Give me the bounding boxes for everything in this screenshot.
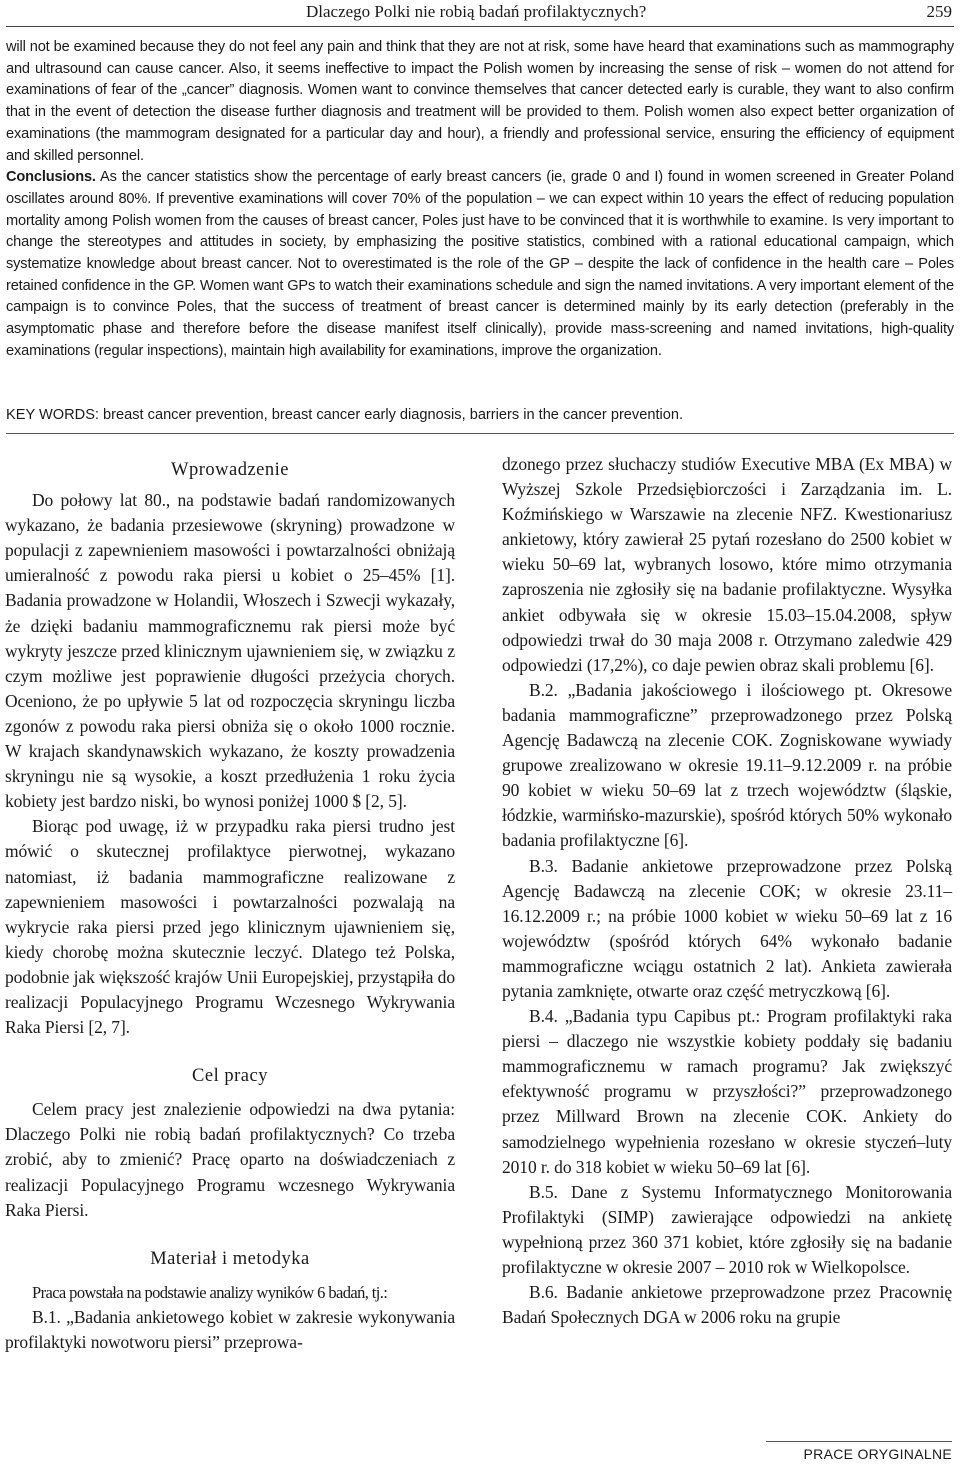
- abstract-text-part2: As the cancer statistics show the percentage of early breast cancers (ie, grade 0 and I) found in women screened in Greater Poland oscillates around 80%. If preventive examinations will cover 70% of the population – we can expect within 10 years the effect of reducing population mortality among Polish women from the causes of breast cancer, Poles just have to be convinced that it is worthwhile to examine. Is very important to change the stereotypes and attitudes in society, by emphasizing the positive statistics, combined with a rational educational campaign, which systematize knowledge about breast cancer. Not to overestimated is the role of the GP – despite the lack of confidence in the health care – Poles retained confidence in the GP. Women want GPs to watch their examinations schedule and sign the named invitations. A very important element of the campaign is to convince Poles, that the success of treatment of breast cancer is determined mainly by its early detection (preferably in the asymptomatic phase and therefore before the disease manifest itself clinically), provide mass-screening and named invitations, high-quality examinations (regular inspections), maintain high availability for examinations, improve the organization.: [6, 169, 954, 359]
- heading-introduction: Wprowadzenie: [171, 460, 289, 480]
- keywords: KEY WORDS: breast cancer prevention, breast cancer early diagnosis, barriers in the cancer prevention.: [6, 407, 684, 423]
- abstract: [6, 37, 954, 363]
- heading-aim: Cel pracy: [192, 1066, 268, 1087]
- page-number: 259: [926, 2, 952, 21]
- running-header: [6, 0, 954, 27]
- methods-b4: B.4. „Badania typu Capibus pt.: Program profilaktyki raka piersi – dlaczego nie wszystkie kobiety poddały się badaniu mammograficznemu w ramach programu? Jak zwiększyć efektywność programu w przyszłości?” przeprowadzonego przez Millward Brown na zlecenie COK. Ankiety do samodzielnego wypełnienia rozesłano w okresie styczeń–luty 2010 r. do 318 kobiet w wieku 50–69 lat [6].: [502, 1006, 952, 1177]
- aim-paragraph: Celem pracy jest znalezienie odpowiedzi na dwa pytania: Dlaczego Polki nie robią badań profilaktycznych? Co trzeba zrobić, aby to zmienić? Pracę oparto na doświadczeniach z realizacji Populacyjnego Programu wczesnego Wykrywania Raka Piersi.: [5, 1099, 455, 1220]
- footer-divider: [766, 1441, 952, 1442]
- right-column: [502, 452, 952, 1330]
- conclusions-label: Conclusions.: [6, 169, 96, 186]
- methods-paragraph: Praca powstała na podstawie analizy wyników 6 badań, tj.:: [32, 1282, 388, 1302]
- methods-b6: B.6. Badanie ankietowe przeprowadzone przez Pracownię Badań Społecznych DGA w 2006 roku na grupie: [502, 1282, 952, 1328]
- abstract-text-part1: will not be examined because they do not feel any pain and think that they are not at risk, some have heard that examinations such as mammography and ultrasound can cause cancer. Also, it seems ineffective to impact the Polish women by increasing the sense of risk – women do not attend for examinations of fear of the „cancer” diagnosis. Women want to convince themselves that cancer detected early is curable, they want to also confirm that in the event of detection the disease further diagnosis and treatment will be provided to them. Polish women also expect better organization of examinations (the mammogram designated for a particular day and hour), a friendly and professional service, ensuring the efficiency of equipment and skilled personnel.: [6, 39, 954, 164]
- section-label: PRACE ORYGINALNE: [803, 1446, 952, 1462]
- intro-paragraph-2: Biorąc pod uwagę, iż w przypadku raka piersi trudno jest mówić o skutecznej profilaktyce pierwotnej, wykazano natomiast, iż badania mammograficzne realizowane z zapewnieniem masowości i powtarzalności pozwalają na wykrycie raka piersi przed jego klinicznym ujawnieniem się, kiedy chorobę można skutecznie leczyć. Dlatego też Polska, podobnie jak większość krajów Unii Europejskiej, przystąpiła do realizacji Populacyjnego Programu Wczesnego Wykrywania Raka Piersi [2, 7].: [5, 816, 455, 1038]
- heading-methods: Materiał i metodyka: [150, 1248, 310, 1269]
- running-title: Dlaczego Polki nie robią badań profilaktycznych?: [306, 2, 647, 21]
- methods-b1: B.1. „Badania ankietowego kobiet w zakresie wykonywania profilaktyki nowotworu piersi” przeprowa-: [5, 1306, 455, 1352]
- b1-continuation: dzonego przez słuchaczy studiów Executive MBA (Ex MBA) w Wyższej Szkole Przedsiębiorczości i Zarządzania im. L. Koźmińskiego w Warszawie na zlecenie NFZ. Kwestionariusz ankietowy, który zawierał 25 pytań rozesłano do 2500 kobiet w wieku 50–69 lat, wybranych losowo, które mimo otrzymania zaproszenia nie zgłosiły się na badanie profilaktyczne. Wysyłka ankiet odbywała się w okresie 15.03–15.04.2008, spływ odpowiedzi trwał do 30 maja 2008 r. Otrzymano zaledwie 429 odpowiedzi (17,2%), co daje pewien obraz skali problemu [6].: [502, 454, 952, 675]
- left-column: [5, 452, 455, 1355]
- methods-b5: B.5. Dane z Systemu Informatycznego Monitorowania Profilaktyki (SIMP) zawierające odpowiedzi na ankietę wypełnioną przez 360 371 kobiet, które zgłosiły się na badanie profilaktyczne w okresie 2007 – 2010 rok w Wielkopolsce.: [502, 1181, 952, 1277]
- methods-b2: B.2. „Badania jakościowego i ilościowego pt. Okresowe badania mammograficzne” przeprowadzonego przez Polską Agencję Badawczą na zlecenie COK. Zogniskowane wywiady grupowe zrealizowano w okresie 19.11–9.12.2009 r. na próbie 90 kobiet w wieku 50–69 lat z trzech województw (śląskie, łódzkie, warmińsko-mazurskie), spośród których 50% wykonało badania profilaktyczne [6].: [502, 679, 952, 851]
- divider: [6, 433, 954, 434]
- methods-b3: B.3. Badanie ankietowe przeprowadzone przez Polską Agencję Badawczą na zlecenie COK; w okresie 23.11–16.12.2009 r.; na próbie 1000 kobiet w wieku 50–69 lat z 16 województw (spośród których 64% wykonało badanie mammograficzne wciągu ostatnich 2 lat). Ankieta zawierała pytania zamknięte, otwarte oraz część metryczkową [6].: [502, 855, 952, 1001]
- intro-paragraph-1: Do połowy lat 80., na podstawie badań randomizowanych wykazano, że badania przesiewowe (skryning) prowadzone w populacji z zapewnieniem masowości i powtarzalności obniżają umieralność z powodu raka piersi u kobiet o 25–45% [1]. Badania prowadzone w Holandii, Włoszech i Szwecji wykazały, że dzięki badaniu mammograficznemu rak piersi może być wykryty jeszcze przed klinicznym ujawnieniem się, w związku z czym możliwe jest poprawienie długości przeżycia chorych. Oceniono, że po upływie 5 lat od rozpoczęcia skryningu liczba zgonów z powodu raka piersi obniża się o około 1000 rocznie. W krajach skandynawskich wykazano, że koszty prowadzenia skryningu nie są wysokie, a koszt przedłużenia 1 roku życia kobiety jest bardzo niski, bo wynosi poniżej 1000 $ [2, 5].: [5, 490, 455, 812]
